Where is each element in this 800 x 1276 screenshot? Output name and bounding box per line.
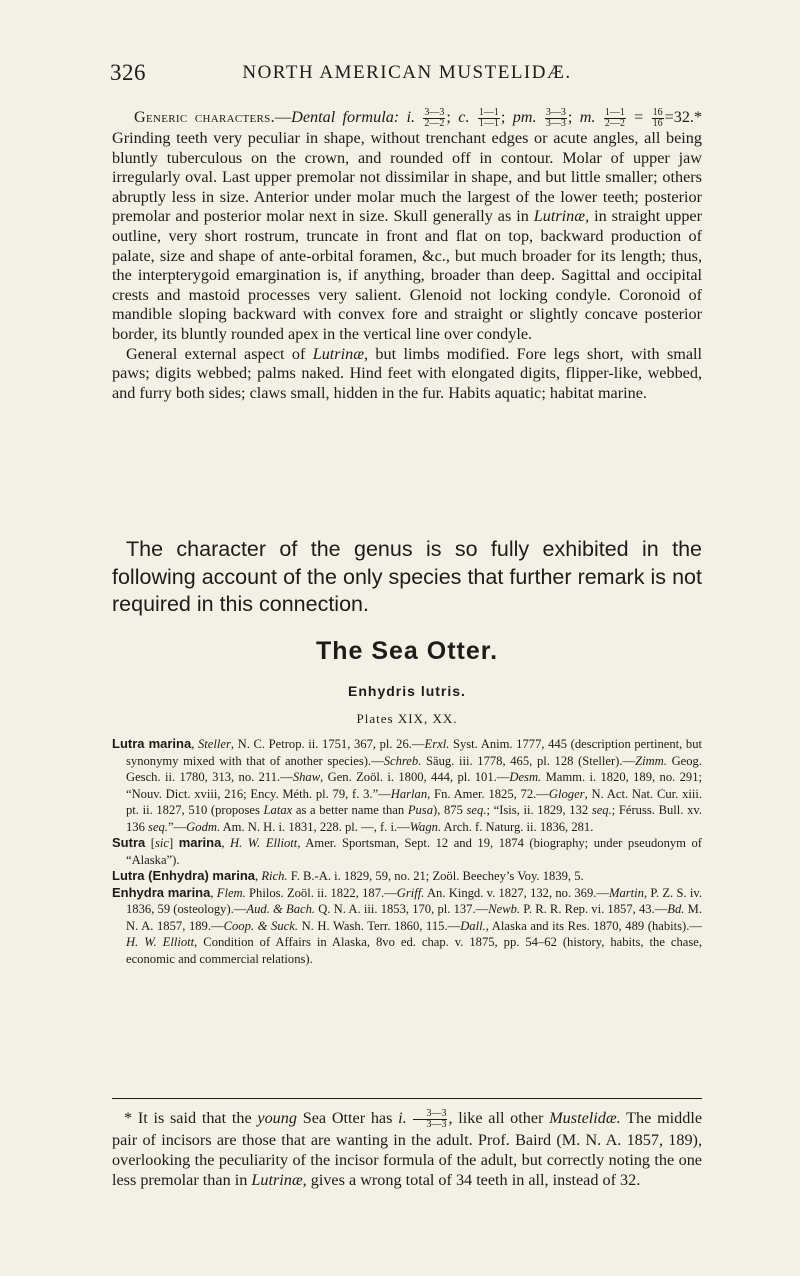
- generic-label-rest: characters.: [194, 108, 275, 127]
- premolar-fraction: [545, 108, 567, 129]
- premolar-label: pm.: [512, 108, 537, 127]
- external-aspect-paragraph: [112, 345, 702, 404]
- footnote-family: Mustelidæ.: [549, 1109, 621, 1127]
- generic-characters-section: [112, 108, 702, 403]
- canine-numerator: 1—1: [478, 107, 499, 118]
- incisor-fraction: [423, 108, 445, 129]
- canine-label: c.: [458, 108, 470, 127]
- total-numerator: 16: [652, 107, 663, 118]
- canine-denominator: 1—1: [478, 118, 499, 129]
- synonymy-entry: Lutra (Enhydra) marina, Rich. F. B.-A. i. 1829, 59, no. 21; Zoöl. Beechey’s Voy. 1839, 5.: [112, 868, 584, 883]
- footnote-fraction-numerator: 3—3: [413, 1109, 447, 1120]
- running-title: NORTH AMERICAN MUSTELIDÆ.: [242, 62, 572, 83]
- molar-fraction: [604, 108, 626, 129]
- total-fraction: [652, 108, 664, 129]
- dental-formula-label: Dental formula:: [291, 108, 400, 127]
- page-number: 326: [110, 60, 146, 85]
- synonymy-entry: Lutra marina, Steller, N. C. Petrop. ii. 1751, 367, pl. 26.—Erxl. Syst. Anim. 1777, 445 (description pertinent, but synonymy mixed with that of another species).—Schreb. Säug. iii. 1778, 465, pl. 128 (Steller).—Zimm. Geog. Gesch. ii. 1780, 313, no. 211.—Shaw, Gen. Zoöl. i. 1800, 444, pl. 101.—Desm. Mamm. i. 1820, 189, no. 291; “Nouv. Dict. xviii, 216; Ency. Méth. pl. 79, f. 3.”—Harlan, Fn. Amer. 1825, 72.—Gloger, N. Act. Nat. Cur. xiii. pt. ii. 1827, 510 (proposes Latax as a better name than Pusa), 875 seq.; “Isis, ii. 1829, 132 seq.; Féruss. Bull. xv. 136 seq.”—Godm. Am. N. H. i. 1831, 228. pl. —, f. i.—Wagn. Arch. f. Naturg. ii. 1836, 281.: [112, 736, 703, 834]
- premolar-denominator: 3—3: [545, 118, 566, 129]
- incisor-denominator: 2—2: [424, 118, 445, 129]
- running-head: [112, 60, 702, 88]
- generic-characters-paragraph: Generic characters.—Dental formula: i. $\frac{3—3}{2—2}$ ; c. $\frac{1—1}{1—1}$ ; pm. $\frac{3—3}{3—3}$ ; m. $\frac{1—1}{2—2}$ = $\frac{16}{16}$ =32.* Grinding teeth very peculiar in shape, without trenchant edges or acute angles, all being bluntly tuberculous on the crown, and rounded off in contour. Molar of upper jaw irregularly oval. Last upper premolar not dissimilar in shape, and but little smaller; others abruptly less in size. Anterior under molar much the largest of the lower teeth; posterior premolar and posterior molar next in size. Skull generally as in Lutrinæ, in straight upper outline, very short rostrum, truncate in front and flat on top, backward production of palate, size and shape of ante-orbital foramen, &c., but much broader for its length; thus, the interpterygoid emargination is, if anything, broader than deep. Sagittal and occipital crests and mastoid processes very salient. Glenoid not locking condyle. Coronoid of mandible sloping backward with convex fore and straight or slightly concave posterior border, its bluntly rounded apex in the vertical line over condyle.: [112, 107, 703, 343]
- genus-reference-2: Lutrinæ,: [312, 344, 369, 363]
- species-name: Enhydris lutris.: [348, 683, 466, 699]
- genus-reference: Lutrinæ,: [533, 207, 590, 226]
- external-aspect-start: General external aspect of: [126, 344, 306, 363]
- footnote: [112, 1108, 702, 1190]
- generic-label: Generic: [134, 108, 188, 127]
- footnote-paragraph: [112, 1108, 702, 1190]
- footnote-body: The middle pair of incisors are those that are wanting in the adult. Prof. Baird (M. N. A. 1857, 189), overlooking the peculiarity of the incisor formula of the adult, but correctly noting the one less premolar than in: [112, 1109, 703, 1189]
- footnote-end: gives a wrong total of 34 teeth in all, instead of 32.: [310, 1170, 641, 1189]
- generic-description-end: in straight upper outline, very short rostrum, truncate in front and flat on top, backward production of palate, size and shape of ante-orbital foramen, &c., but much broader for its length; thus, the interpterygoid emargination is, if anything, broader than deep. Sagittal and occipital crests and mastoid processes very salient. Glenoid not locking condyle. Coronoid of mandible sloping backward with convex fore and straight or slightly concave posterior border, its bluntly rounded apex in the vertical line over condyle.: [112, 207, 703, 343]
- footnote-incisor-label: i.: [398, 1109, 407, 1127]
- synonymy-entry: Enhydra marina, Flem. Philos. Zoöl. ii. 1822, 187.—Griff. An. Kingd. v. 1827, 132, no. 369.—Martin, P. Z. S. iv. 1836, 59 (osteology).—Aud. & Bach. Q. N. A. iii. 1853, 170, pl. 137.—Newb. P. R. R. Rep. vi. 1857, 43.—Bd. M. N. A. 1857, 189.—Coop. & Suck. N. H. Wash. Terr. 1860, 115.—Dall., Alaska and its Res. 1870, 489 (habits).—H. W. Elliott, Condition of Affairs in Alaska, 8vo ed. chap. v. 1875, pp. 54–62 (history, habits, the chase, economic and commercial relations).: [112, 884, 703, 966]
- premolar-numerator: 3—3: [545, 107, 566, 118]
- footnote-fraction-denominator: 3—3: [426, 1118, 447, 1130]
- synonymy-entry: Sutra [sic] marina, H. W. Elliott, Amer. Sportsman, Sept. 12 and 19, 1874 (biography; under pseudonym of “Alaska”).: [112, 835, 703, 867]
- molar-numerator: 1—1: [604, 107, 625, 118]
- incisor-numerator: 3—3: [424, 107, 445, 118]
- canine-fraction: [478, 108, 500, 129]
- lead-paragraph: [112, 536, 702, 619]
- total-denominator: 16: [652, 118, 663, 129]
- incisor-label: i.: [406, 108, 416, 127]
- section-title: The Sea Otter.: [315, 637, 499, 665]
- footnote-mid: Sea Otter has: [302, 1109, 393, 1127]
- external-aspect-end: but limbs modified. Fore legs short, with small paws; digits webbed; palms naked. Hind feet with elongated digits, flipper-like, webbed, and furry both sides; claws small, hidden in the fur. Habits aquatic; habitat marine.: [112, 344, 703, 402]
- footnote-like: , like all other: [448, 1109, 544, 1127]
- synonymy-list: [112, 736, 702, 967]
- generic-description-text: Grinding teeth very peculiar in shape, without trenchant edges or acute angles, all being bluntly tuberculous on the crown, and rounded off in contour. Molar of upper jaw irregularly oval. Last upper premolar not dissimilar in shape, and but little smaller; others abruptly less in size. Anterior under molar much the largest of the lower teeth; posterior premolar and posterior molar next in size. Skull generally as in: [112, 129, 702, 226]
- plates-reference: Plates XIX, XX.: [356, 711, 458, 726]
- molar-label: m.: [579, 108, 596, 127]
- molar-denominator: 2—2: [604, 118, 625, 129]
- tooth-total: =32.*: [664, 108, 703, 127]
- lead-paragraph-text: The character of the genus is so fully exhibited in the following account of the only species that further remark is not required in this connection.: [112, 537, 702, 616]
- footnote-divider: [112, 1098, 702, 1099]
- footnote-young: young: [257, 1109, 297, 1127]
- footnote-start: * It is said that the: [124, 1109, 252, 1127]
- footnote-genus: Lutrinæ,: [251, 1170, 307, 1189]
- footnote-fraction: [413, 1109, 447, 1130]
